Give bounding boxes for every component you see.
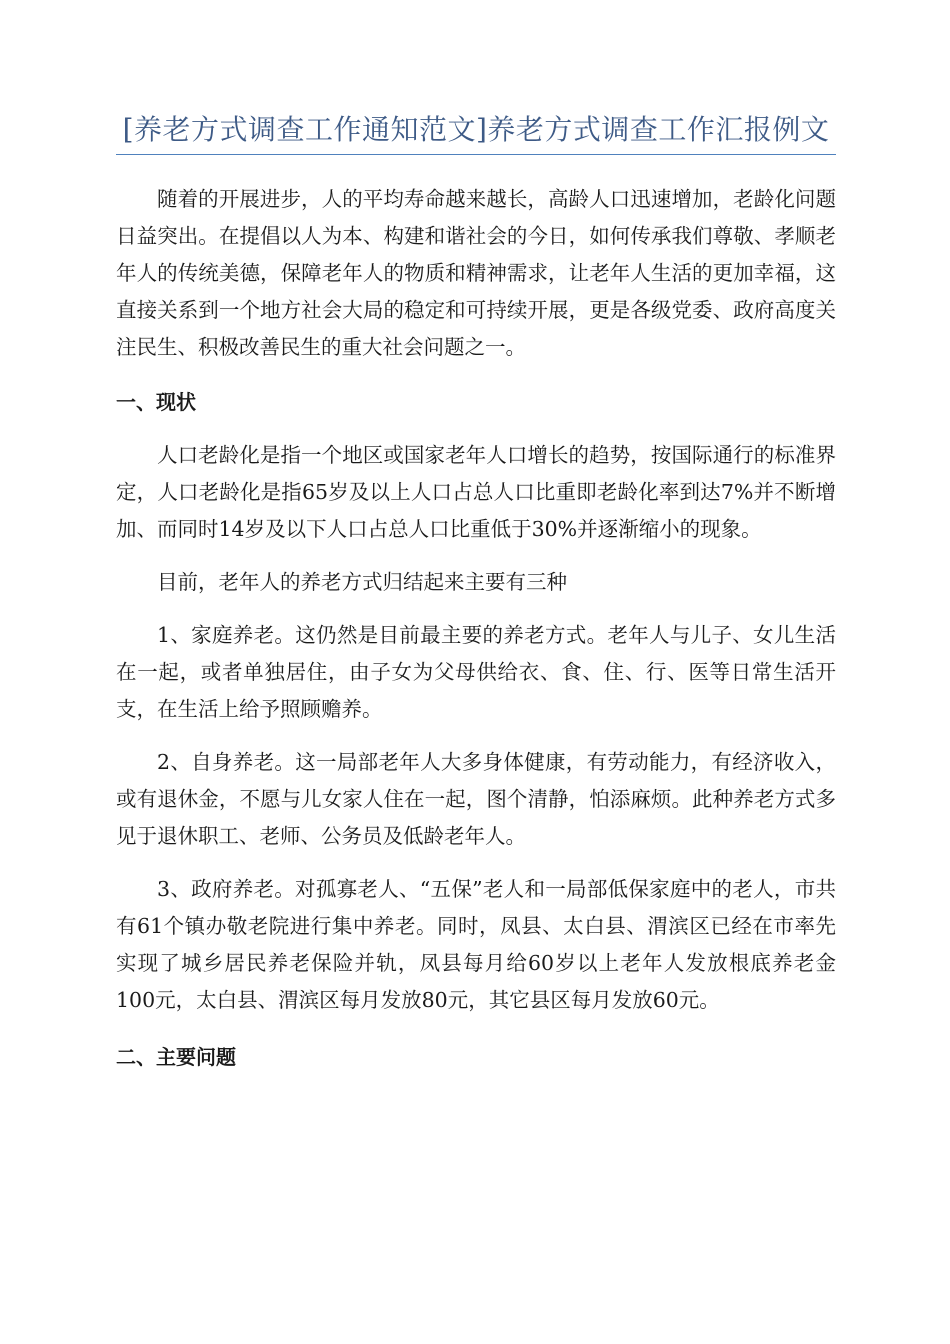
pension-types-intro: 目前，老年人的养老方式归结起来主要有三种 [157, 570, 567, 594]
title-divider [116, 154, 836, 155]
section-heading-status: 一、现状 [116, 390, 196, 414]
self-pension-paragraph: 2、自身养老。这一局部老年人大多身体健康，有劳动能力，有经济收入，或有退休金，不愿与儿女家人住在一起，图个清静，怕添麻烦。此种养老方式多见于退休职工、老师、公务员及低龄老年人。 [116, 750, 836, 848]
family-pension-paragraph: 1、家庭养老。这仍然是目前最主要的养老方式。老年人与儿子、女儿生活在一起，或者单独居住，由子女为父母供给衣、食、住、行、医等日常生活开支，在生活上给予照顾赡养。 [116, 623, 836, 721]
section-heading-main-problems: 二、主要问题 [116, 1045, 236, 1069]
government-pension-paragraph: 3、政府养老。对孤寡老人、“五保”老人和一局部低保家庭中的老人，市共有61个镇办敬老院进行集中养老。同时，凤县、太白县、渭滨区已经在市率先实现了城乡居民养老保险并轨，凤县每月给60岁以上老年人发放根底养老金100元，太白县、渭滨区每月发放80元，其它县区每月发放60元。 [116, 877, 836, 1012]
document-page [116, 112, 836, 1076]
aging-definition-paragraph: 人口老龄化是指一个地区或国家老年人口增长的趋势，按国际通行的标准界定，人口老龄化是指65岁及以上人口占总人口比重即老龄化率到达7%并不断增加、而同时14岁及以下人口占总人口比重低于30%并逐渐缩小的现象。 [116, 443, 836, 541]
document-title: [养老方式调查工作通知范文]养老方式调查工作汇报例文 [122, 113, 830, 146]
intro-paragraph: 随着的开展进步，人的平均寿命越来越长，高龄人口迅速增加，老龄化问题日益突出。在提倡以人为本、构建和谐社会的今日，如何传承我们尊敬、孝顺老年人的传统美德，保障老年人的物质和精神需求，让老年人生活的更加幸福，这直接关系到一个地方社会大局的稳定和可持续开展，更是各级党委、政府高度关注民生、积极改善民生的重大社会问题之一。 [116, 187, 836, 359]
